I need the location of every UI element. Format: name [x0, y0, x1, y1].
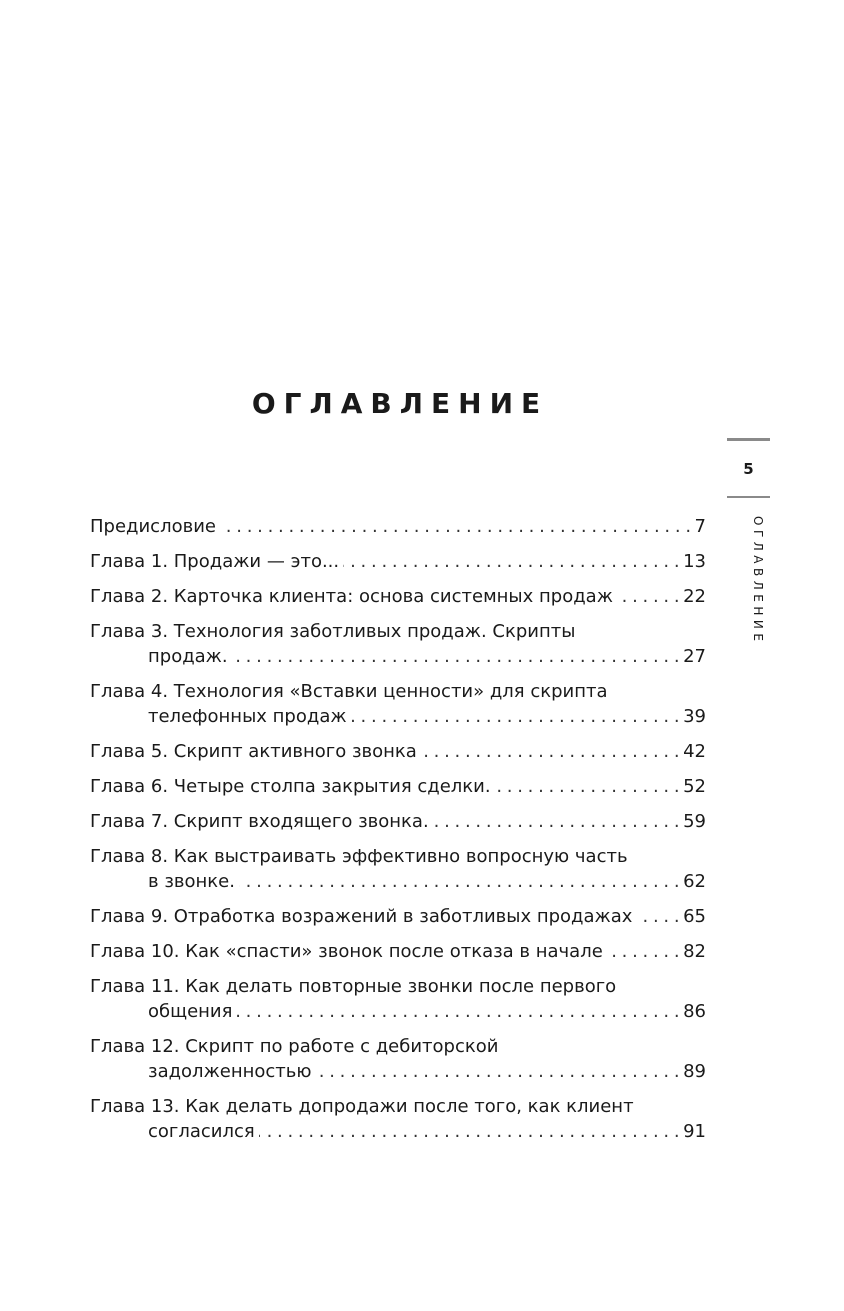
toc-page-number: 65 — [683, 906, 706, 927]
dot-leader — [636, 904, 679, 929]
side-rule-bottom — [727, 496, 770, 498]
dot-leader — [316, 1059, 680, 1084]
toc-entry-title: Глава 7. Скрипт входящего звонка. — [90, 811, 429, 832]
toc-entry[interactable] — [90, 584, 706, 609]
toc-entry[interactable] — [90, 974, 706, 1024]
toc-entry[interactable] — [90, 549, 706, 574]
dot-leader — [617, 584, 679, 609]
toc-entry[interactable] — [90, 809, 706, 834]
toc-entry[interactable] — [90, 1034, 706, 1084]
toc-entry-title: в звонке. — [148, 871, 235, 892]
toc-entry[interactable] — [90, 844, 706, 894]
toc-page-number: 27 — [683, 646, 706, 667]
toc-entry-title: Глава 6. Четыре столпа закрытия сделки. — [90, 776, 491, 797]
dot-leader — [433, 809, 679, 834]
toc-entry[interactable] — [90, 679, 706, 729]
toc-entry[interactable] — [90, 739, 706, 764]
toc-entry-title: Глава 5. Скрипт активного звонка — [90, 741, 417, 762]
toc-page-number: 62 — [683, 871, 706, 892]
toc-page-number: 89 — [683, 1061, 706, 1082]
page-title: ОГЛАВЛЕНИЕ — [251, 387, 549, 420]
toc-page-number: 13 — [683, 551, 706, 572]
toc-entry-title: Глава 10. Как «спасти» звонок после отказа в начале — [90, 941, 603, 962]
toc-entry[interactable] — [90, 904, 706, 929]
dot-leader — [236, 999, 679, 1024]
page-number: 5 — [743, 460, 754, 478]
dot-leader — [421, 739, 679, 764]
toc-entry[interactable] — [90, 619, 706, 669]
toc-entry-title: Глава 8. Как выстраивать эффективно вопросную часть — [90, 846, 628, 867]
toc-page-number: 59 — [683, 811, 706, 832]
table-of-contents — [90, 514, 706, 1154]
toc-entry-title: Глава 3. Технология заботливых продаж. Скрипты — [90, 621, 576, 642]
toc-page-number: 42 — [683, 741, 706, 762]
toc-page-number: 22 — [683, 586, 706, 607]
toc-entry-title: общения — [148, 1001, 233, 1022]
side-rule-top — [727, 438, 770, 441]
running-head: ОГЛАВЛЕНИЕ — [751, 516, 765, 646]
toc-page-number: 82 — [683, 941, 706, 962]
dot-leader — [351, 704, 680, 729]
toc-entry-title: согласился — [148, 1121, 255, 1142]
toc-entry-title: Глава 11. Как делать повторные звонки после первого — [90, 976, 617, 997]
toc-entry-title: телефонных продаж — [148, 706, 347, 727]
toc-page-number: 52 — [683, 776, 706, 797]
dot-leader — [495, 774, 680, 799]
dot-leader — [232, 644, 679, 669]
toc-page-number: 39 — [683, 706, 706, 727]
dot-leader — [220, 514, 691, 539]
toc-entry-title: Глава 9. Отработка возражений в заботливых продажах — [90, 906, 633, 927]
toc-entry-title: Глава 4. Технология «Вставки ценности» для скрипта — [90, 681, 608, 702]
toc-entry[interactable] — [90, 514, 706, 539]
toc-entry[interactable] — [90, 939, 706, 964]
toc-entry-title: Глава 13. Как делать допродажи после того, как клиент — [90, 1096, 634, 1117]
toc-entry-title: Предисловие — [90, 516, 216, 537]
dot-leader — [343, 549, 679, 574]
toc-entry-title: задолженностью — [148, 1061, 312, 1082]
toc-entry-title: Глава 1. Продажи — это... — [90, 551, 340, 572]
toc-entry-title: Глава 2. Карточка клиента: основа системных продаж — [90, 586, 613, 607]
toc-entry-title: продаж. — [148, 646, 228, 667]
dot-leader — [607, 939, 679, 964]
toc-page-number: 86 — [683, 1001, 706, 1022]
dot-leader — [259, 1119, 679, 1144]
toc-entry[interactable] — [90, 774, 706, 799]
toc-entry[interactable] — [90, 1094, 706, 1144]
toc-page-number: 91 — [683, 1121, 706, 1142]
toc-page-number: 7 — [694, 516, 706, 537]
toc-entry-title: Глава 12. Скрипт по работе с дебиторской — [90, 1036, 499, 1057]
dot-leader — [239, 869, 679, 894]
